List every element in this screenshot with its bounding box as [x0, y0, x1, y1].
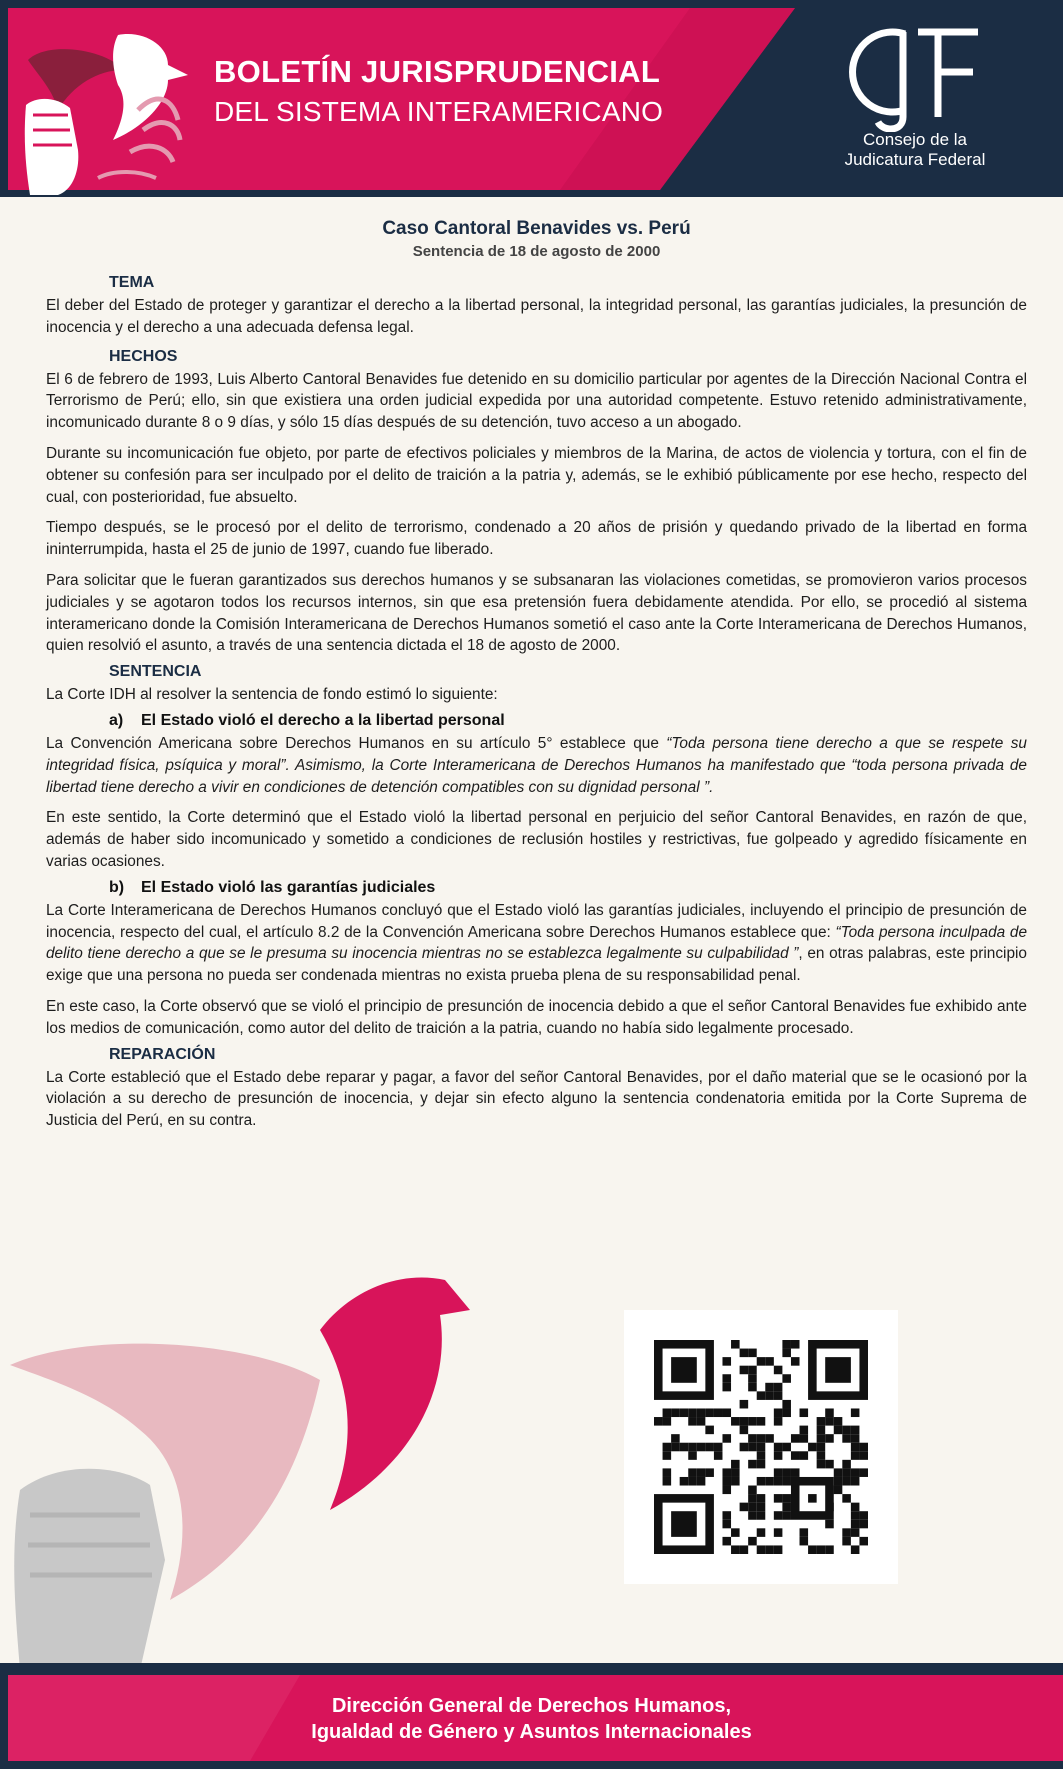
- hechos-paragraph-4: Para solicitar que le fueran garantizados sus derechos humanos y se subsanaran las violaciones cometidas, se promovieron varios procesos judiciales y se agotaron todos los recursos internos, sin que esa pretensión fuera debidamente atendida. Por ello, se procedió al sistema interamericano donde la Comisión Interamericana de Derechos Humanos sometió el caso ante la Corte Interamericana de Derechos Humanos, quien resolvió el asunto, a través de una sentencia dictada el 18 de agosto de 2000.: [46, 571, 1027, 655]
- bulletin-subtitle: DEL SISTEMA INTERAMERICANO: [214, 96, 664, 127]
- sentencia-b-paragraph-2: En este caso, la Corte observó que se violó el principio de presunción de inocencia debido a que el señor Cantoral Benavides fue exhibido ante los medios de comunicación, como autor del delito de traición a la patria, cuando no había sido legalmente procesado.: [46, 997, 1027, 1037]
- footer-line-2: Igualdad de Género y Asuntos Internacionales: [311, 1721, 752, 1743]
- subheading-b: [109, 879, 1027, 897]
- subheading-b-letter: b): [109, 878, 125, 896]
- hechos-paragraph-3: Tiempo después, se le procesó por el delito de terrorismo, condenado a 20 años de prisión y quedando privado de la libertad en forma ininterrumpida, hasta el 25 de junio de 1997, cuando fue liberado.: [46, 519, 1027, 559]
- section-heading-tema: TEMA: [109, 274, 155, 291]
- sentencia-b-paragraph-1: [46, 900, 1027, 987]
- bulletin-title: BOLETÍN JURISPRUDENCIAL: [214, 54, 661, 89]
- subheading-a-title: El Estado violó el derecho a la libertad personal: [141, 711, 505, 729]
- footer-banner: [0, 1663, 1063, 1769]
- reparacion-text: La Corte estableció que el Estado debe reparar y pagar, a favor del señor Cantoral Benavides, por el daño material que se le ocasionó por la violación a su derecho de presunción de inocencia, y dejar sin efecto alguno la sentencia condenatoria emitida por la Corte Suprema de Justicia del Perú, en su contra.: [46, 1068, 1027, 1130]
- org-name-line1: Consejo de la: [863, 130, 967, 149]
- dove-fist-illustration-icon: [0, 1270, 560, 1670]
- org-name-line2: Judicatura Federal: [844, 150, 986, 169]
- tema-text: El deber del Estado de proteger y garantizar el derecho a la libertad personal, la integridad personal, las garantías judiciales, la presunción de inocencia y el derecho a una adecuada defensa legal.: [46, 297, 1027, 336]
- subheading-b-title: El Estado violó las garantías judiciales: [141, 878, 436, 896]
- sentencia-intro: La Corte IDH al resolver la sentencia de fondo estimó lo siguiente:: [46, 686, 498, 704]
- case-date: Sentencia de 18 de agosto de 2000: [412, 243, 661, 260]
- b-p1-quote: “Toda persona inculpada de delito tiene derecho a que se le presuma su inocencia mientras no se establezca legalmente su culpabilidad ”: [46, 923, 1028, 963]
- header-banner: [0, 0, 1063, 197]
- sentencia-a-paragraph-2: En este sentido, la Corte determinó que el Estado violó la libertad personal en perjuicio del señor Cantoral Benavides, en razón de que, además de haber sido incomunicado y sometido a condiciones de reclusión hostiles y restrictivas, fue golpeado y agredido físicamente en varias ocasiones.: [46, 809, 1027, 870]
- hechos-paragraph-2: Durante su incomunicación fue objeto, por parte de efectivos policiales y miembros de la Marina, de actos de violencia y tortura, con el fin de obtener su confesión para ser inculpado por el delito de traición a la patria y, además, se le exhibió públicamente por ese hecho, respecto del cual, con posterioridad, fue absuelto.: [46, 444, 1027, 506]
- dove-fist-emblem-icon: [18, 30, 203, 195]
- a-p1-quote: “Toda persona tiene derecho a que se respete su integridad física, psíquica y moral”. Asimismo, la Corte Interamericana de Derechos Humanos ha manifestado que “toda persona privada de libertad tiene derecho a vivir en condiciones de detención compatibles con su dignidad personal ”.: [46, 734, 1027, 796]
- section-heading-hechos: HECHOS: [109, 347, 178, 365]
- subheading-a-letter: a): [109, 711, 124, 729]
- hechos-paragraph-1: El 6 de febrero de 1993, Luis Alberto Cantoral Benavides fue detenido en su domicilio particular por agentes de la Dirección Nacional Contra el Terrorismo de Perú; ello, sin que existiera una orden judicial expedida por una autoridad competente. Estuvo retenido administrativamente, incomunicado durante 8 o 9 días, y sólo 15 días después de su detención, tuvo acceso a un abogado.: [46, 370, 1027, 432]
- subheading-a: [109, 712, 1027, 730]
- bulletin-content: [46, 218, 1027, 1141]
- case-title: Caso Cantoral Benavides vs. Perú: [382, 218, 691, 239]
- b-p1-text: La Corte Interamericana de Derechos Humanos concluyó que el Estado violó las garantías judiciales, incluyendo el principio de presunción de inocencia, respecto del cual, el artículo 8.2 de la Convención Americana sobre Derechos Humanos establece que:: [46, 901, 1027, 941]
- a-p1-text: La Convención Americana sobre Derechos Humanos en su artículo 5° establece que: [46, 734, 667, 752]
- sentencia-a-paragraph-1: [46, 733, 1027, 798]
- cjf-logo-icon: [843, 22, 983, 132]
- footer-line-1: Dirección General de Derechos Humanos,: [331, 1695, 732, 1717]
- b-p1-end: , en otras palabras, este principio exige que una persona no pueda ser condenada mientras no exista prueba plena de su responsabilidad penal.: [46, 945, 1027, 985]
- section-heading-sentencia: SENTENCIA: [109, 663, 202, 681]
- section-heading-reparacion: REPARACIÓN: [109, 1045, 216, 1063]
- qr-code[interactable]: [624, 1310, 898, 1584]
- qr-code-icon: [654, 1340, 868, 1554]
